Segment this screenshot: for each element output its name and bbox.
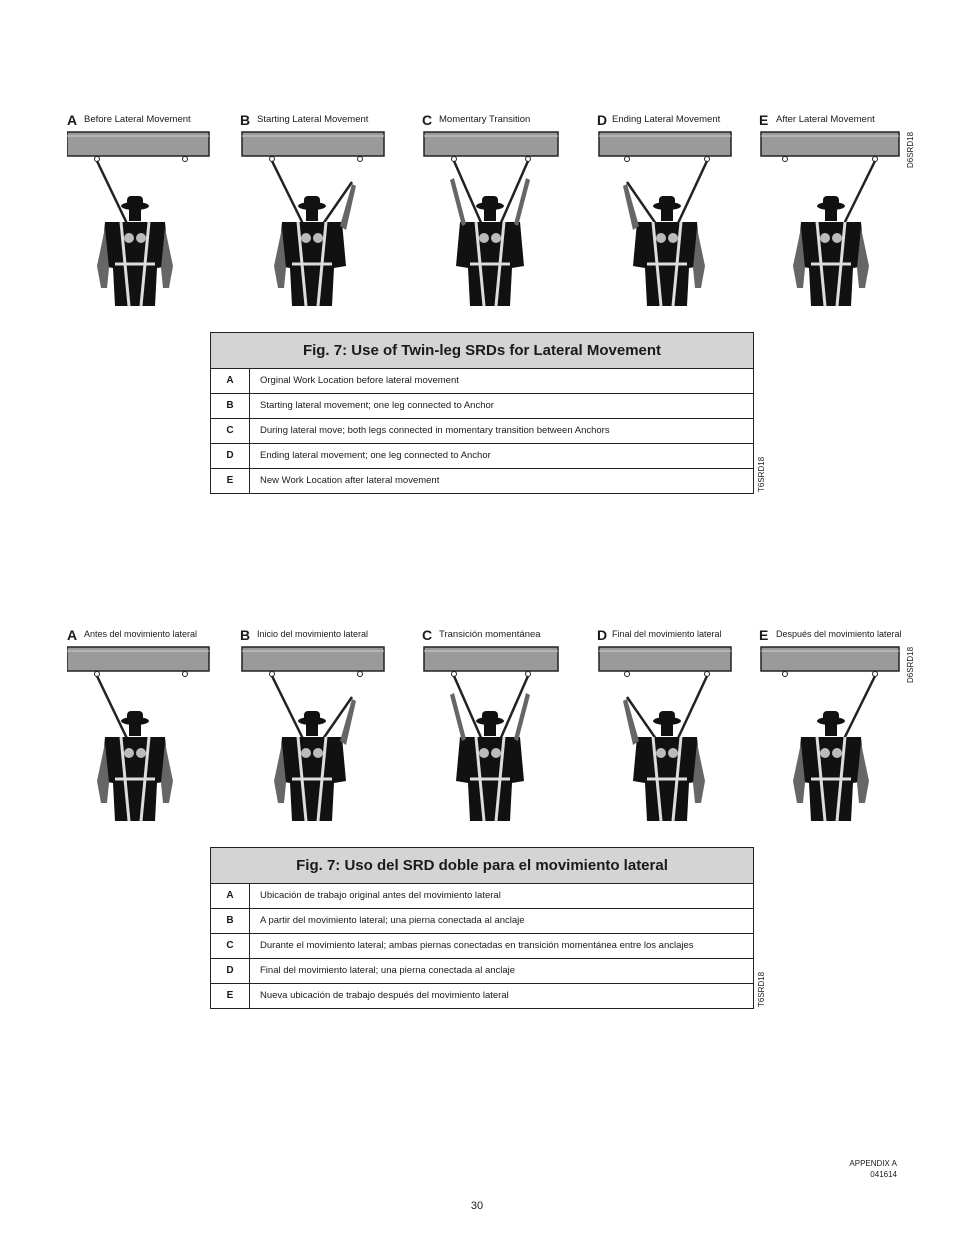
panel-d (597, 627, 747, 827)
panel-letter: B (240, 627, 251, 643)
worker-illustration (759, 126, 904, 311)
panel-b (240, 627, 390, 827)
row-text: Durante el movimiento lateral; ambas piernas conectadas en transición momentánea entre los anclajes (260, 940, 694, 951)
row-key: A (211, 369, 250, 393)
worker-illustration (422, 641, 567, 826)
row-text: A partir del movimiento lateral; una pierna conectada al anclaje (260, 915, 525, 926)
worker-illustration (240, 126, 385, 311)
table-title: Fig. 7: Uso del SRD doble para el movimiento lateral (210, 847, 754, 884)
table-row (210, 884, 754, 909)
drawing-code: D6SRD18 (906, 131, 915, 168)
worker-illustration (67, 641, 212, 826)
panel-letter: E (759, 112, 769, 128)
row-text: Starting lateral movement; one leg connected to Anchor (260, 400, 494, 411)
table-row (210, 934, 754, 959)
panel-b (240, 112, 390, 312)
table-title: Fig. 7: Use of Twin-leg SRDs for Lateral Movement (210, 332, 754, 369)
row-text: New Work Location after lateral movement (260, 475, 440, 486)
panel-a (67, 112, 217, 312)
row-key: B (211, 909, 250, 933)
panel-letter: D (597, 112, 608, 128)
panel-d (597, 112, 747, 312)
row-text: Orginal Work Location before lateral movement (260, 375, 459, 386)
panel-caption: Starting Lateral Movement (257, 114, 369, 125)
table-row (210, 959, 754, 984)
panel-caption: Inicio del movimiento lateral (257, 629, 369, 639)
panel-e (759, 112, 909, 312)
panel-letter: C (422, 112, 433, 128)
worker-illustration (597, 641, 742, 826)
figure-table (210, 847, 754, 1009)
panel-caption: Después del movimiento lateral (776, 629, 902, 639)
table-row (210, 984, 754, 1009)
panel-letter: D (597, 627, 608, 643)
table-code: T6SRD18 (757, 456, 766, 492)
appendix-label (849, 1158, 897, 1180)
panel-caption: Transición momentánea (439, 629, 541, 640)
table-row (210, 394, 754, 419)
row-key: C (211, 419, 250, 443)
figure-table (210, 332, 754, 494)
panel-letter: A (67, 627, 78, 643)
panel-caption: Final del movimiento lateral (612, 629, 722, 639)
row-key: E (211, 984, 250, 1008)
worker-illustration (240, 641, 385, 826)
panel-caption: Antes del movimiento lateral (84, 629, 198, 639)
panel-c (422, 627, 572, 827)
row-key: A (211, 884, 250, 908)
row-key: D (211, 444, 250, 468)
row-text: Nueva ubicación de trabajo después del movimiento lateral (260, 990, 509, 1001)
panel-letter: B (240, 112, 251, 128)
row-key: B (211, 394, 250, 418)
panel-c (422, 112, 572, 312)
worker-illustration (759, 641, 904, 826)
panel-e (759, 627, 909, 827)
worker-illustration (422, 126, 567, 311)
panel-caption: Ending Lateral Movement (612, 114, 721, 125)
table-row (210, 369, 754, 394)
panel-letter: C (422, 627, 433, 643)
row-text: Ubicación de trabajo original antes del movimiento lateral (260, 890, 501, 901)
table-row (210, 444, 754, 469)
panel-a (67, 627, 217, 827)
panel-letter: A (67, 112, 78, 128)
drawing-code: D6SRD18 (906, 646, 915, 683)
worker-illustration (67, 126, 212, 311)
page-number: 30 (470, 1200, 484, 1212)
row-text: During lateral move; both legs connected in momentary transition between Anchors (260, 425, 610, 436)
row-key: D (211, 959, 250, 983)
appendix-line: APPENDIX A (849, 1159, 897, 1168)
row-text: Ending lateral movement; one leg connected to Anchor (260, 450, 491, 461)
table-row (210, 419, 754, 444)
row-text: Final del movimiento lateral; una pierna conectada al anclaje (260, 965, 516, 976)
panel-caption: Before Lateral Movement (84, 114, 191, 125)
panel-caption: Momentary Transition (439, 114, 531, 125)
worker-illustration (597, 126, 742, 311)
row-key: E (211, 469, 250, 493)
panel-letter: E (759, 627, 769, 643)
table-row (210, 469, 754, 494)
table-code: T6SRD18 (757, 971, 766, 1007)
table-row (210, 909, 754, 934)
revision-code: 041614 (870, 1170, 897, 1179)
row-key: C (211, 934, 250, 958)
panel-caption: After Lateral Movement (776, 114, 875, 125)
